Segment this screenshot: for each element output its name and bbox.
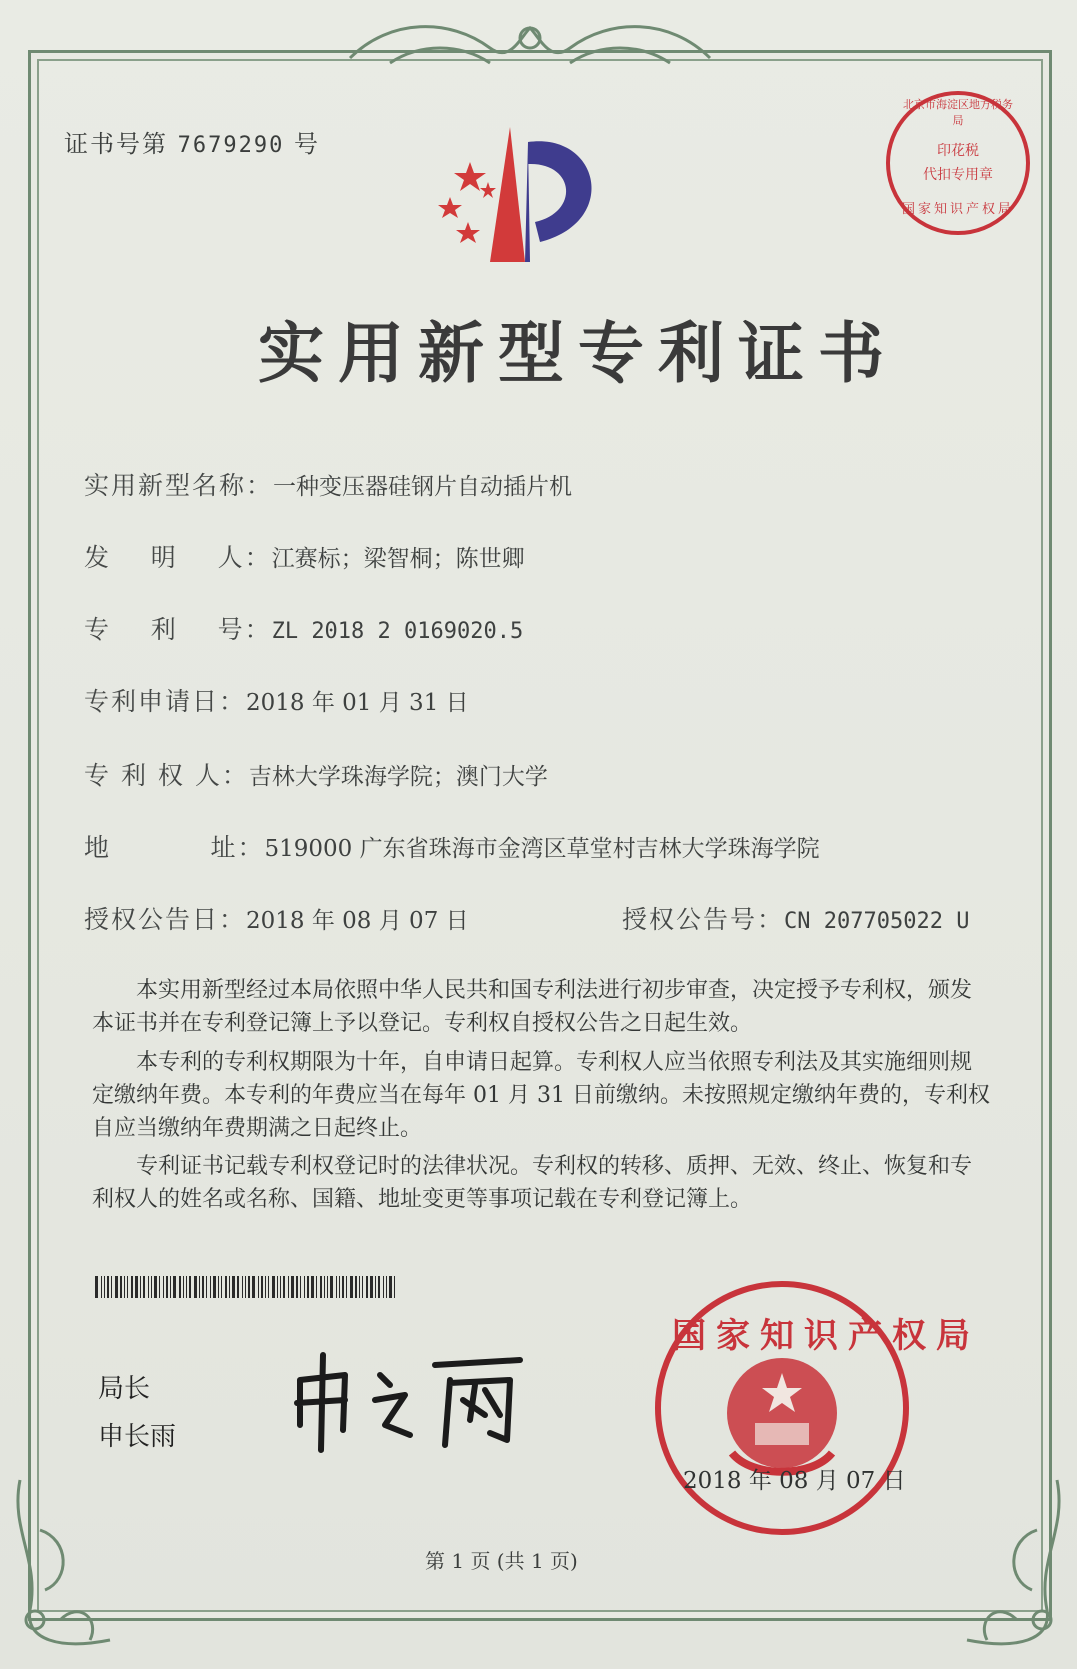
barcode-bar: [330, 1276, 333, 1298]
barcode-bar: [327, 1276, 328, 1298]
barcode-bar: [229, 1276, 230, 1298]
barcode-bar: [261, 1276, 263, 1298]
barcode-bar: [95, 1276, 98, 1298]
signatory-name: 申长雨: [98, 1422, 177, 1452]
signatory-title: 局长: [98, 1374, 151, 1404]
barcode-bar: [232, 1276, 235, 1298]
handwritten-signature: [285, 1345, 545, 1455]
barcode-bar: [350, 1276, 353, 1298]
field-inventor-value: 江赛标；梁智桐；陈世卿: [271, 546, 525, 572]
barcode-bar: [304, 1276, 305, 1298]
field-patentee-label: 专 利 权 人：: [84, 761, 249, 790]
paragraph-legal-status: 专利证书记载专利权登记时的法律状况。专利权的转移、质押、无效、终止、恢复和专利权人的姓名或名称、国籍、地址变更等事项记载在专利登记簿上。: [92, 1154, 973, 1212]
field-apply-date-label: 专利申请日：: [84, 687, 247, 716]
field-inventor-label: 发 明 人：: [84, 543, 272, 572]
field-grant-no: [622, 900, 969, 936]
field-address-label: 地 址：: [84, 833, 265, 862]
barcode-bar: [300, 1276, 301, 1298]
barcode-bar: [202, 1276, 204, 1298]
tax-stamp-line2: 代扣专用章: [923, 167, 993, 183]
tax-stamp-bottom-text: 国家知识产权局: [901, 202, 1014, 217]
barcode-bar: [378, 1276, 380, 1298]
field-patentee-value: 吉林大学珠海学院；澳门大学: [248, 764, 548, 790]
barcode-bar: [258, 1276, 259, 1298]
barcode-bar: [140, 1276, 141, 1298]
seal-text: 国家知识产权局: [672, 1316, 980, 1356]
barcode-bar: [265, 1276, 266, 1298]
field-patent-no-value: ZL 2018 2 0169020.5: [271, 619, 524, 644]
barcode-bar: [272, 1276, 275, 1298]
barcode-bar: [143, 1276, 145, 1298]
barcode-bar: [288, 1276, 289, 1298]
barcode-bar: [159, 1276, 160, 1298]
barcode-bar: [311, 1276, 314, 1298]
top-ornament-icon: [330, 8, 730, 88]
barcode-bar: [283, 1276, 285, 1298]
field-patent-no-label: 专 利 号：: [84, 615, 272, 644]
barcode-bar: [359, 1276, 360, 1298]
field-name: [84, 466, 572, 502]
barcode-bar: [151, 1276, 152, 1298]
barcode-bar: [346, 1276, 347, 1298]
certificate-number-value: 7679290: [177, 133, 285, 158]
barcode-bar: [218, 1276, 219, 1298]
barcode-bar: [101, 1276, 102, 1298]
barcode-bar: [183, 1276, 184, 1298]
barcode-bar: [166, 1276, 168, 1298]
tax-stamp: [883, 88, 1033, 238]
barcode-bar: [242, 1276, 243, 1298]
barcode-bar: [320, 1276, 322, 1298]
field-grant-no-value: CN 207705022 U: [784, 909, 970, 934]
field-patentee: [84, 756, 548, 792]
field-address-value: 519000 广东省珠海市金湾区草堂村吉林大学珠海学院: [264, 836, 820, 862]
paragraph-grant: 本实用新型经过本局依照中华人民共和国专利法进行初步审查，决定授予专利权，颁发本证书并在专利登记簿上予以登记。专利权自授权公告之日起生效。: [92, 978, 973, 1036]
barcode-bar: [370, 1276, 373, 1298]
barcode-bar: [163, 1276, 164, 1298]
page-footer: 第 1 页 (共 1 页): [425, 1549, 578, 1573]
barcode: [95, 1276, 400, 1298]
barcode-bar: [375, 1276, 376, 1298]
certificate-number: [64, 124, 320, 159]
certificate-number-label: 证书号第: [64, 130, 168, 158]
barcode-bar: [386, 1276, 387, 1298]
paragraph-term: 本专利的专利权期限为十年，自申请日起算。专利权人应当依照专利法及其实施细则规定缴纳年费。本专利的年费应当在每年 01 月 31 日前缴纳。未按照规定缴纳年费的，专利权自应当缴纳年费期满之日起终止。: [92, 1050, 990, 1141]
barcode-bar: [252, 1276, 255, 1298]
patent-office-logo-icon: [430, 122, 630, 282]
barcode-bar: [324, 1276, 325, 1298]
barcode-bar: [336, 1276, 337, 1298]
barcode-bar: [277, 1276, 278, 1298]
barcode-bar: [206, 1276, 207, 1298]
barcode-bar: [268, 1276, 269, 1298]
barcode-bar: [225, 1276, 227, 1298]
barcode-bar: [245, 1276, 246, 1298]
barcode-bar: [237, 1276, 239, 1298]
certificate-title: 实用新型专利证书: [258, 315, 898, 392]
field-grant-date: [84, 900, 469, 936]
barcode-bar: [280, 1276, 281, 1298]
barcode-bar: [173, 1276, 176, 1298]
certificate-number-suffix: 号: [294, 130, 320, 158]
field-patent-no: [84, 610, 523, 646]
field-name-value: 一种变压器硅钢片自动插片机: [273, 474, 573, 500]
barcode-bar: [189, 1276, 191, 1298]
field-grant-date-label: 授权公告日：: [84, 905, 247, 934]
field-inventor: [84, 538, 525, 574]
barcode-bar: [291, 1276, 294, 1298]
barcode-bar: [179, 1276, 181, 1298]
barcode-bar: [316, 1276, 317, 1298]
barcode-bar: [120, 1276, 122, 1298]
barcode-bar: [355, 1276, 357, 1298]
barcode-bar: [135, 1276, 138, 1298]
barcode-bar: [186, 1276, 187, 1298]
field-grant-date-value: 2018 年 08 月 07 日: [246, 908, 469, 934]
field-grant-no-label: 授权公告号：: [622, 905, 785, 934]
barcode-bar: [342, 1276, 344, 1298]
field-apply-date: [84, 682, 469, 718]
barcode-bar: [127, 1276, 128, 1298]
barcode-bar: [296, 1276, 298, 1298]
official-seal: [652, 1278, 980, 1538]
barcode-bar: [170, 1276, 171, 1298]
barcode-bar: [131, 1276, 133, 1298]
tax-stamp-line1: 印花税: [937, 143, 979, 159]
bottom-right-ornament-icon: [947, 1470, 1077, 1669]
field-address: [84, 828, 820, 864]
barcode-bar: [124, 1276, 125, 1298]
barcode-bar: [107, 1276, 109, 1298]
tax-stamp-outer-text: 北京市海淀区地方税务局: [903, 98, 1013, 127]
barcode-bar: [339, 1276, 340, 1298]
barcode-bar: [307, 1276, 309, 1298]
barcode-bar: [389, 1276, 392, 1298]
barcode-bar: [366, 1276, 368, 1298]
barcode-bar: [394, 1276, 395, 1298]
barcode-bar: [210, 1276, 211, 1298]
field-apply-date-value: 2018 年 01 月 31 日: [246, 690, 469, 716]
seal-date: 2018 年 08 月 07 日: [683, 1468, 906, 1494]
barcode-bar: [111, 1276, 112, 1298]
barcode-bar: [248, 1276, 250, 1298]
barcode-bar: [148, 1276, 149, 1298]
barcode-bar: [362, 1276, 363, 1298]
barcode-bar: [194, 1276, 197, 1298]
barcode-bar: [221, 1276, 222, 1298]
bottom-left-ornament-icon: [0, 1470, 130, 1669]
barcode-bar: [115, 1276, 118, 1298]
barcode-bar: [213, 1276, 216, 1298]
field-name-label: 实用新型名称：: [84, 471, 274, 500]
barcode-bar: [199, 1276, 200, 1298]
barcode-bar: [154, 1276, 157, 1298]
barcode-bar: [104, 1276, 105, 1298]
barcode-bar: [383, 1276, 384, 1298]
